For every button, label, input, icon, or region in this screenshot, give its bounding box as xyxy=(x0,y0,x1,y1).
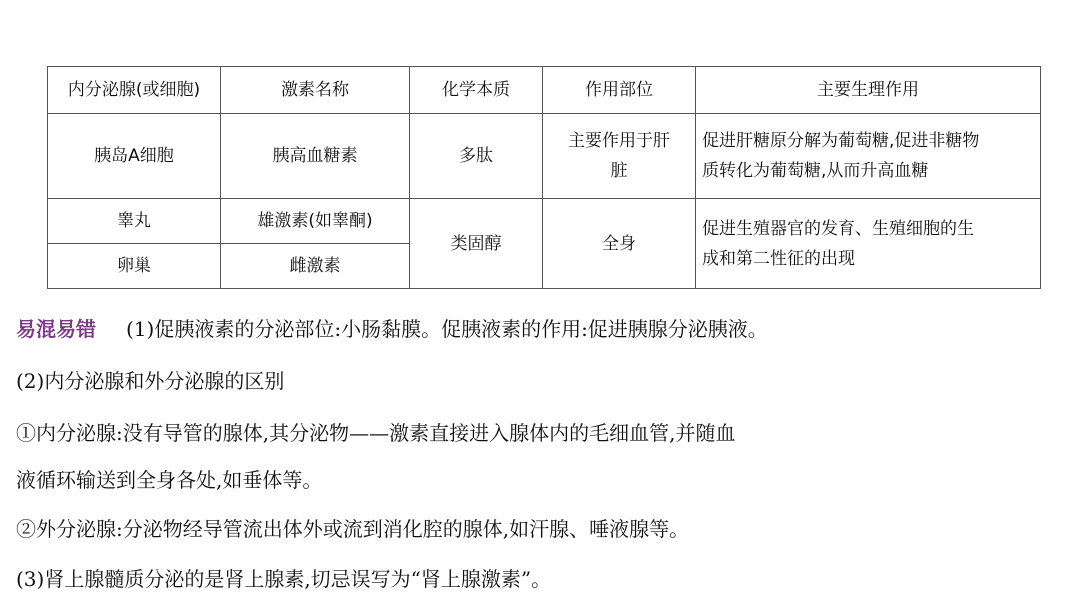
gland-cell: 睾丸 xyxy=(48,199,221,244)
nature-cell: 类固醇 xyxy=(410,199,543,289)
confusion-tag: 易混易错 xyxy=(16,317,96,341)
header-hormone: 激素名称 xyxy=(221,67,410,114)
header-nature: 化学本质 xyxy=(410,67,543,114)
table-header-row xyxy=(48,67,1041,114)
gland-cell: 卵巢 xyxy=(48,244,221,289)
note-line-2: (2)内分泌腺和外分泌腺的区别 xyxy=(16,369,285,393)
nature-cell: 多肽 xyxy=(410,114,543,199)
header-effect: 主要生理作用 xyxy=(696,67,1041,114)
hormone-cell: 雄激素(如睾酮) xyxy=(221,199,410,244)
effect-cell xyxy=(696,114,1041,199)
effect-line: 促进生殖器官的发育、生殖细胞的生 xyxy=(702,218,974,239)
note-text: (1)促胰液素的分泌部位:小肠黏膜。促胰液素的作用:促进胰腺分泌胰液。 xyxy=(126,317,768,341)
hormone-cell: 雌激素 xyxy=(221,244,410,289)
header-site: 作用部位 xyxy=(543,67,696,114)
header-gland: 内分泌腺(或细胞) xyxy=(48,67,221,114)
gland-cell: 胰岛A细胞 xyxy=(48,114,221,199)
note-line-5: ②外分泌腺:分泌物经导管流出体外或流到消化腔的腺体,如汗腺、唾液腺等。 xyxy=(16,517,690,541)
site-line: 主要作用于肝 xyxy=(568,131,670,151)
note-line-4: 液循环输送到全身各处,如垂体等。 xyxy=(16,468,323,492)
effect-line: 成和第二性征的出现 xyxy=(702,248,855,269)
table-row xyxy=(48,199,1041,244)
hormone-cell: 胰高血糖素 xyxy=(221,114,410,199)
hormone-table xyxy=(47,66,1041,289)
site-cell: 全身 xyxy=(543,199,696,289)
site-line: 脏 xyxy=(610,161,628,181)
note-line-6: (3)肾上腺髓质分泌的是肾上腺素,切忌误写为“肾上腺激素”。 xyxy=(16,567,552,591)
note-line-3: ①内分泌腺:没有导管的腺体,其分泌物——激素直接进入腺体内的毛细血管,并随血 xyxy=(16,421,736,445)
table-row xyxy=(48,114,1041,199)
site-cell xyxy=(543,114,696,199)
effect-line: 质转化为葡萄糖,从而升高血糖 xyxy=(702,161,929,181)
effect-line: 促进肝糖原分解为葡萄糖,促进非糖物 xyxy=(702,131,980,151)
note-line-1 xyxy=(16,316,1066,342)
effect-cell xyxy=(696,199,1041,289)
